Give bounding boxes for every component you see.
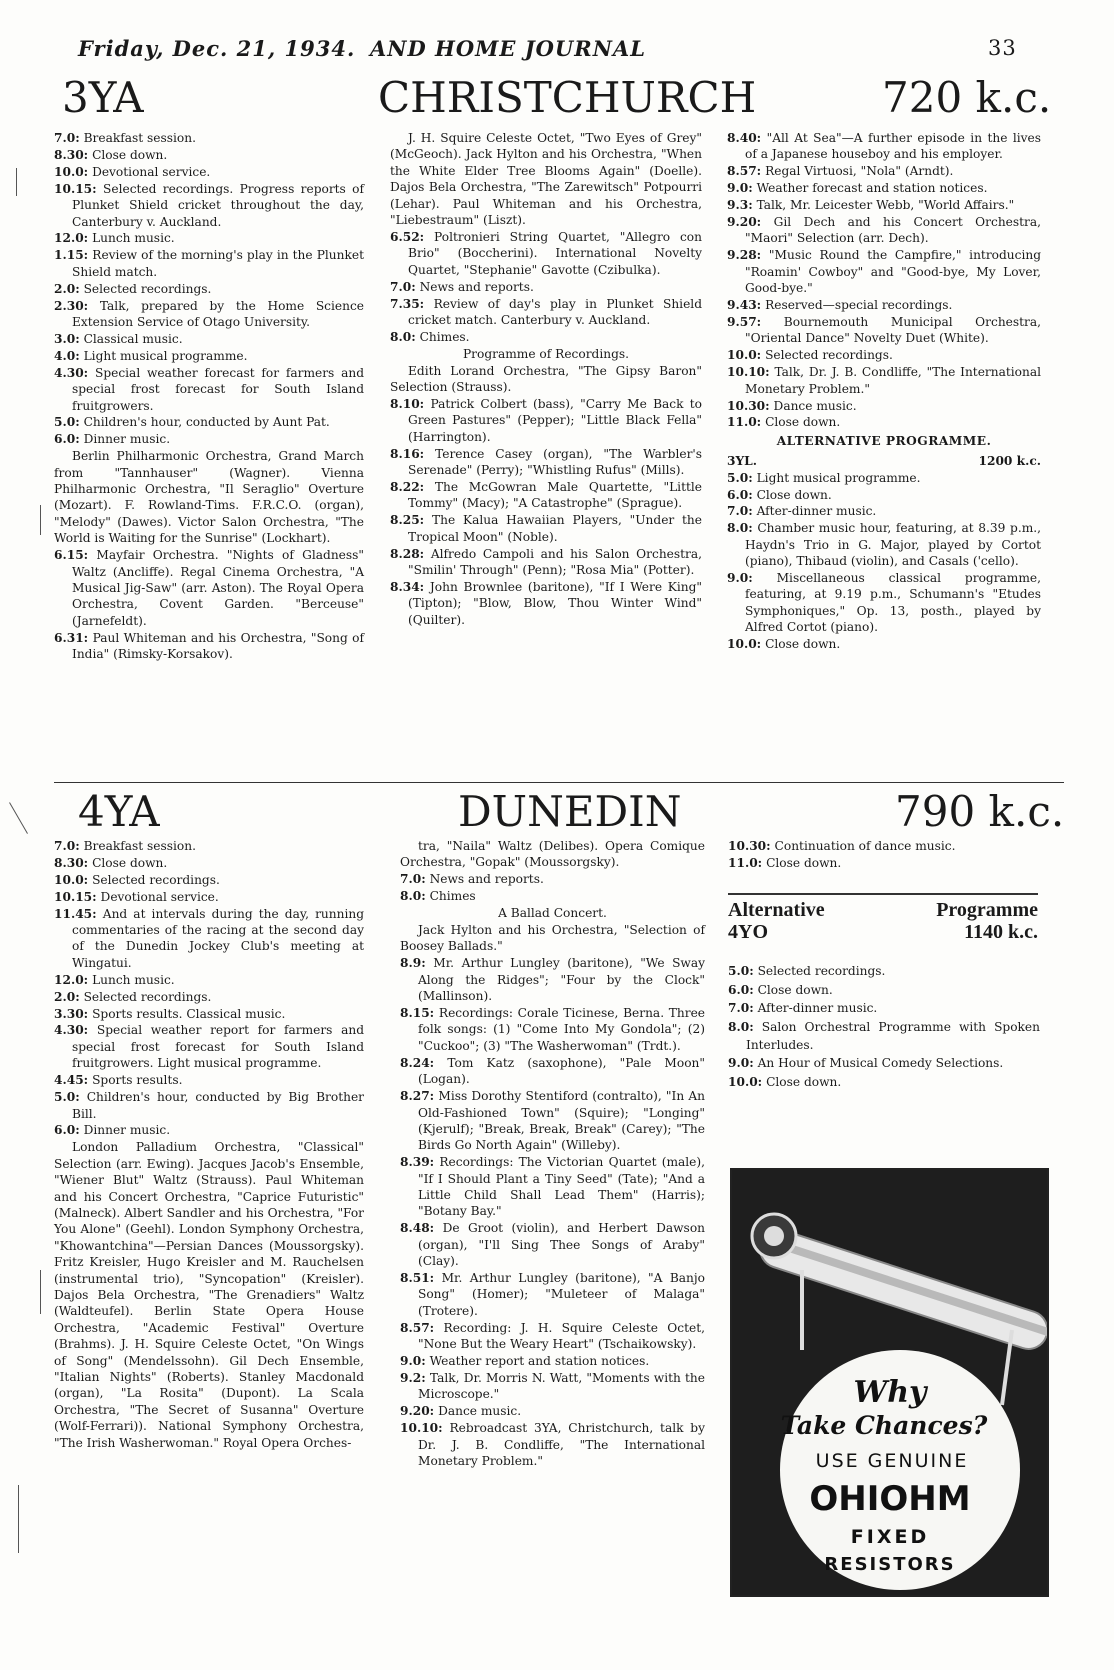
programme-column-3 <box>727 130 1041 653</box>
programme-time: 11.45: <box>54 906 97 921</box>
programme-time: 8.30: <box>54 855 89 870</box>
programme-text: Patrick Colbert (bass), "Carry Me Back to Green Pastures" (Pepper); "Little Black Fella" (Harrington). <box>408 397 702 444</box>
programme-text: Breakfast session. <box>83 131 196 145</box>
programme-text: Programme of Recordings. <box>462 346 630 361</box>
programme-text: "All At Sea"—A further episode in the lives of a Japanese houseboy and his employer. <box>745 131 1041 162</box>
programme-time: 10.0: <box>727 348 762 363</box>
programme-entry <box>728 962 1040 980</box>
programme-time: 4.0: <box>54 348 80 363</box>
programme-time: 6.52: <box>390 229 425 244</box>
programme-entry <box>390 279 702 295</box>
programme-text: John Brownlee (baritone), "If I Were King" (Tipton); "Blow, Blow, Thou Winter Wind" (Quilter). <box>408 579 702 627</box>
programme-column-2 <box>390 130 702 629</box>
programme-entry <box>54 147 364 163</box>
programme-entry <box>728 981 1040 999</box>
programme-text: Close down. <box>92 147 168 162</box>
station-city: CHRISTCHURCH <box>378 73 757 122</box>
station-city: DUNEDIN <box>458 787 682 836</box>
programme-text: Jack Hylton and his Orchestra, "Selection of Boosey Ballads." <box>400 923 705 954</box>
programme-text: Close down. <box>756 487 832 502</box>
programme-entry <box>390 546 702 579</box>
alternative-heading: ALTERNATIVE PROGRAMME. <box>776 433 992 448</box>
programme-text: Mr. Arthur Lungley (baritone), "A Banjo Song" (Homer); "Muleteer of Malaga" (Trotere). <box>418 1271 706 1318</box>
programme-entry <box>727 364 1041 397</box>
programme-time: 8.25: <box>390 513 425 528</box>
programme-entry <box>727 163 1041 179</box>
programme-entry <box>390 296 702 329</box>
programme-text: Recordings: Corale Ticinese, Berna. Three folk songs: (1) "Come Into My Gondola"; (2) "Cuckoo"; (3) "The Washerwoman" (Trdt.). <box>418 1006 705 1053</box>
programme-text: And at intervals during the day, running commentaries of the racing at the second day of the Dunedin Jockey Club's meeting at Wingatui. <box>72 906 364 970</box>
programme-text: Weather forecast and station notices. <box>756 181 988 196</box>
programme-time: 10.30: <box>727 398 770 413</box>
programme-time: 5.0: <box>728 964 754 978</box>
programme-entry <box>390 329 702 345</box>
programme-time: 3.30: <box>54 1006 89 1021</box>
programme-entry <box>54 247 364 280</box>
programme-text: Miss Dorothy Stentiford (contralto), "In An Old-Fashioned Town" (Squire); "Longing" (Kjerulf); "Break, Break, Break" (Carey); "The Birds Go North Again" (Willeby). <box>418 1089 705 1153</box>
programme-text: Light musical programme. <box>83 348 248 363</box>
programme-time: 8.30: <box>54 147 89 162</box>
programme-time: 8.0: <box>390 329 416 344</box>
programme-time: 2.30: <box>54 298 89 313</box>
alternative-box <box>728 893 1038 943</box>
programme-time: 9.20: <box>400 1404 435 1419</box>
programme-entry <box>54 431 364 447</box>
programme-entry <box>400 1270 705 1319</box>
programme-text: Children's hour, conducted by Aunt Pat. <box>83 415 330 430</box>
programme-text: Classical music. <box>83 331 183 346</box>
programme-text: Salon Orchestral Programme with Spoken Interludes. <box>746 1019 1040 1052</box>
programme-time: 10.10: <box>400 1421 443 1436</box>
programme-text: Talk, prepared by the Home Science Extension Service of Otago University. <box>72 298 365 329</box>
programme-entry <box>390 579 702 628</box>
programme-text: Sports results. <box>92 1073 183 1088</box>
programme-text: Dinner music. <box>83 1123 171 1138</box>
programme-time: 10.30: <box>728 839 771 853</box>
programme-time: 5.0: <box>727 470 753 485</box>
advertisement-ohiohm <box>730 1168 1049 1597</box>
programme-time: 9.0: <box>727 181 753 196</box>
programme-time: 4.45: <box>54 1073 89 1088</box>
programme-time: 6.0: <box>727 487 753 502</box>
programme-entry <box>727 503 1041 519</box>
programme-time: 5.0: <box>54 415 80 430</box>
programme-text: Children's hour, conducted by Big Brother Bill. <box>72 1090 364 1121</box>
programme-entry <box>54 889 364 905</box>
programme-column-1 <box>54 838 364 1452</box>
programme-text: Tom Katz (saxophone), "Pale Moon" (Logan). <box>418 1055 706 1087</box>
programme-text: tra, "Naila" Waltz (Delibes). Opera Comique Orchestra, "Gopak" (Moussorgsky). <box>400 839 705 870</box>
programme-text: News and reports. <box>429 872 544 887</box>
programme-text: De Groot (violin), and Herbert Dawson (organ), "I'll Sing Thee Songs of Araby" (Clay). <box>418 1221 706 1269</box>
programme-text: After-dinner music. <box>757 1001 878 1015</box>
programme-entry <box>400 1220 705 1269</box>
programme-entry <box>54 181 364 230</box>
programme-time: 6.15: <box>54 548 89 563</box>
programme-text: Regal Virtuosi, "Nola" (Arndt). <box>765 164 954 179</box>
programme-text: Terence Casey (organ), "The Warbler's Serenade" (Perry); "Whistling Rufus" (Mills). <box>408 446 703 478</box>
programme-time: 12.0: <box>54 972 89 987</box>
programme-time: 8.16: <box>390 446 425 461</box>
programme-time: 10.10: <box>727 365 770 380</box>
station-call: 4YA <box>78 787 160 836</box>
programme-entry <box>728 838 1038 854</box>
programme-time: 8.24: <box>400 1055 435 1070</box>
programme-time: 10.0: <box>727 637 762 652</box>
programme-text: Close down. <box>765 637 841 652</box>
station-call: 3YA <box>62 73 144 122</box>
programme-entry <box>54 838 364 854</box>
programme-text: Miscellaneous classical programme, featuring, at 9.19 p.m., Schumann's "Etudes Symphoniques," Op. 13, posth., played by Alfred Cortot (piano). <box>745 571 1041 635</box>
programme-entry <box>727 520 1041 569</box>
programme-time: 10.0: <box>54 872 89 887</box>
programme-time: 1.15: <box>54 248 89 263</box>
programme-entry <box>400 1370 705 1403</box>
programme-entry <box>727 398 1041 414</box>
programme-entry <box>727 414 1041 430</box>
programme-text: London Palladium Orchestra, "Classical" Selection (arr. Ewing). Jacques Jacob's Ensemble, "Wiener Blut" Waltz (Strauss). Paul Whiteman and his Concert Orchestra, "Caprice Futuristic" (Malneck). Albert Sandler and his Orchestra, "For You Alone" (Geehl). London Symphony Orchestra, "Khowantchina"—Persian Dances (Moussorgsky). Fritz Kreisler, Hugo Kreisler and M. Rauchelsen (instrumental trio), "Syncopation" (Kreisler). Dajos Bela Orchestra, "The Grenadiers" Waltz (Waldteufel). Berlin State Opera House Orchestra, "Academic Festival" Overture (Brahms). J. H. Squire Celeste Octet, "On Wings of Song" (Mendelssohn). Gil Dech Ensemble, "Italian Nights" (Roberts). Stanley Macdonald (organ), "La Rosita" (Dupont). La Scala Orchestra, "The Secret of Susanna" Overture (Wolf-Ferrari)). National Symphony Orchestra, "The Irish Washerwoman." Royal Opera Orches- <box>54 1140 364 1450</box>
programme-text: Sports results. Classical music. <box>92 1006 286 1021</box>
journal-name: AND HOME JOURNAL <box>370 36 646 61</box>
station-frequency: 720 k.c. <box>882 73 1052 122</box>
programme-time: 9.28: <box>727 248 762 263</box>
programme-time: 7.0: <box>727 504 753 519</box>
margin-mark <box>40 505 41 535</box>
programme-text: J. H. Squire Celeste Octet, "Two Eyes of Grey" (McGeoch). Jack Hylton and his Orchestra, "When the White Elder Tree Blooms Again" (Doelle). Dajos Bela Orchestra, "The Zarewitsch" Potpourri (Lehar). Paul Whiteman and his Orchestra, "Liebestraum" (Liszt). <box>390 131 702 228</box>
programme-entry <box>727 247 1041 296</box>
programme-entry <box>727 487 1041 503</box>
programme-entry <box>727 130 1041 163</box>
programme-entry <box>727 570 1041 636</box>
page-number: 33 <box>988 36 1017 60</box>
programme-text: Selected recordings. <box>765 348 893 363</box>
programme-entry <box>54 130 364 146</box>
programme-time: 7.0: <box>728 1001 754 1015</box>
programme-text: Selected recordings. <box>92 872 220 887</box>
programme-time: 10.0: <box>54 164 89 179</box>
programme-text: Devotional service. <box>100 889 219 904</box>
programme-text: Recordings: The Victorian Quartet (male), "If I Should Plant a Tiny Seed" (Tate); "And a Little Child Shall Lead Them" (Harris); "Botany Bay." <box>418 1155 706 1219</box>
programme-text: Talk, Mr. Leicester Webb, "World Affairs." <box>756 198 1015 213</box>
programme-text: Close down. <box>766 1074 842 1089</box>
programme-entry <box>54 872 364 888</box>
programme-text: Berlin Philharmonic Orchestra, Grand March from "Tannhauser" (Wagner). Vienna Philharmonic Orchestra, "Il Seraglio" Overture (Mozart). F. Rowland-Tims. F.R.C.O. (organ), "Melody" (Dawes). Victor Salon Orchestra, "The World is Waiting for the Sunrise" (Lockhart). <box>54 449 364 546</box>
programme-entry <box>54 1139 364 1451</box>
programme-text: "Music Round the Campfire," introducing "Roamin' Cowboy" and "Good-bye, My Lover, Good-bye." <box>745 248 1042 296</box>
programme-text: Alfredo Campoli and his Salon Orchestra, "Smilin' Through" (Penn); "Rosa Mia" (Potter). <box>408 546 702 578</box>
programme-text: Selected recordings. Progress reports of Plunket Shield cricket throughout the day, Canterbury v. Auckland. <box>72 181 364 229</box>
programme-text: Close down. <box>766 855 842 870</box>
programme-time: 3.0: <box>54 331 80 346</box>
programme-time: 10.15: <box>54 181 97 196</box>
programme-text: News and reports. <box>419 279 534 294</box>
programme-entry <box>727 197 1041 213</box>
programme-time: 9.2: <box>400 1371 426 1385</box>
programme-entry <box>400 1420 705 1469</box>
programme-time: 9.0: <box>400 1354 426 1369</box>
programme-text: Lunch music. <box>92 972 175 987</box>
alt-station-frequency: 1200 k.c. <box>978 454 1041 469</box>
alternative-heading <box>728 899 1038 921</box>
programme-entry <box>400 1353 705 1369</box>
ad-line-take-chances: Take Chances? <box>780 1411 988 1440</box>
programme-entry <box>54 164 364 180</box>
programme-time: 8.57: <box>727 164 762 179</box>
programme-text: Gil Dech and his Concert Orchestra, "Maori" Selection (arr. Dech). <box>745 215 1042 246</box>
programme-entry <box>54 298 364 331</box>
programme-entry <box>54 547 364 629</box>
programme-text: Close down. <box>92 855 168 870</box>
programme-time: 9.0: <box>727 571 753 586</box>
alternative-station <box>727 453 1041 469</box>
programme-time: 9.20: <box>727 215 762 230</box>
alt-word-2: Programme <box>936 899 1038 921</box>
programme-entry <box>727 214 1041 247</box>
programme-entry <box>727 180 1041 196</box>
programme-entry <box>400 1154 705 1220</box>
programme-entry <box>727 297 1041 313</box>
programme-text: Chamber music hour, featuring, at 8.39 p.m., Haydn's Trio in G. Major, played by Cortot (piano), Thibaud (violin), and Casals ('cello). <box>745 521 1041 569</box>
programme-entry <box>727 470 1041 486</box>
programme-entry <box>54 855 364 871</box>
programme-text: Review of day's play in Plunket Shield cricket match. Canterbury v. Auckland. <box>408 296 702 327</box>
programme-text: Rebroadcast 3YA, Christchurch, talk by Dr. J. B. Condliffe, "The International Monetary Problem." <box>418 1421 705 1469</box>
programme-time: 8.28: <box>390 546 425 561</box>
programme-entry <box>54 989 364 1005</box>
programme-time: 7.0: <box>54 839 80 853</box>
margin-mark <box>9 802 28 834</box>
programme-time: 4.30: <box>54 365 89 380</box>
programme-text: Chimes. <box>419 329 470 344</box>
programme-text: Review of the morning's play in the Plunket Shield match. <box>72 248 364 279</box>
programme-column-3 <box>728 838 1038 872</box>
programme-time: 8.39: <box>400 1155 435 1170</box>
programme-entry <box>400 905 705 921</box>
programme-text: Bournemouth Municipal Orchestra, "Oriental Dance" Novelty Duet (White). <box>745 314 1042 346</box>
programme-text: Weather report and station notices. <box>429 1354 650 1369</box>
programme-text: Reserved—special recordings. <box>765 298 953 313</box>
programme-time: 8.15: <box>400 1006 435 1021</box>
programme-column-2 <box>400 838 705 1470</box>
alternative-station <box>728 921 1038 943</box>
programme-text: The Kalua Hawaiian Players, "Under the Tropical Moon" (Noble). <box>408 513 702 544</box>
programme-text: Selected recordings. <box>83 281 212 296</box>
programme-entry <box>390 363 702 396</box>
alt-station-frequency: 1140 k.c. <box>964 921 1038 943</box>
programme-time: 2.0: <box>54 989 80 1004</box>
programme-entry <box>400 1055 705 1088</box>
programme-entry <box>54 348 364 364</box>
programme-text: Devotional service. <box>92 164 211 179</box>
programme-text: Close down. <box>765 415 841 430</box>
ad-line-use-genuine: USE GENUINE <box>815 1450 969 1472</box>
programme-entry <box>400 838 705 871</box>
programme-time: 9.3: <box>727 198 753 213</box>
programme-entry <box>390 346 702 362</box>
programme-time: 9.57: <box>727 314 762 329</box>
ad-line-why: Why <box>853 1375 927 1410</box>
station-frequency: 790 k.c. <box>895 787 1065 836</box>
programme-text: Close down. <box>757 982 833 997</box>
programme-entry <box>728 855 1038 871</box>
programme-entry <box>390 396 702 445</box>
programme-entry <box>54 365 364 414</box>
programme-entry <box>54 630 364 663</box>
programme-entry <box>400 1005 705 1054</box>
ad-line-fixed: FIXED <box>850 1526 930 1548</box>
programme-text: Edith Lorand Orchestra, "The Gipsy Baron" Selection (Strauss). <box>390 363 702 395</box>
programme-text: Dance music. <box>773 398 857 413</box>
programme-entry <box>728 1054 1040 1072</box>
programme-entry <box>400 871 705 887</box>
programme-text: After-dinner music. <box>756 504 877 519</box>
programme-time: 7.0: <box>54 131 80 145</box>
programme-time: 8.22: <box>390 480 425 495</box>
programme-time: 8.48: <box>400 1221 435 1236</box>
programme-entry <box>400 888 705 904</box>
programme-entry <box>54 281 364 297</box>
programme-text: Dance music. <box>438 1404 522 1419</box>
programme-entry <box>390 130 702 228</box>
programme-entry <box>400 955 705 1004</box>
programme-entry <box>727 347 1041 363</box>
programme-time: 7.0: <box>400 872 426 887</box>
programme-time: 9.0: <box>728 1056 754 1070</box>
issue-date: Friday, Dec. 21, 1934. <box>78 36 356 61</box>
programme-entry <box>54 414 364 430</box>
programme-time: 9.43: <box>727 298 762 313</box>
programme-time: 12.0: <box>54 231 89 246</box>
programme-text: Paul Whiteman and his Orchestra, "Song of India" (Rimsky-Korsakov). <box>72 630 365 662</box>
margin-mark <box>40 1270 41 1314</box>
programme-time: 8.10: <box>390 397 425 411</box>
section-divider <box>54 782 1064 783</box>
alternative-list <box>728 962 1040 1091</box>
programme-text: Selected recordings. <box>83 989 212 1004</box>
programme-text: Mr. Arthur Lungley (baritone), "We Sway Along the Ridges"; "Four by the Clock" (Mallinson). <box>418 956 705 1004</box>
programme-entry <box>54 1089 364 1122</box>
programme-entry <box>54 230 364 246</box>
programme-entry <box>54 1122 364 1138</box>
programme-time: 8.57: <box>400 1320 435 1335</box>
alt-word-1: Alternative <box>728 899 825 921</box>
programme-entry <box>727 314 1041 347</box>
programme-time: 5.0: <box>54 1090 80 1105</box>
programme-text: An Hour of Musical Comedy Selections. <box>757 1056 1004 1070</box>
programme-time: 6.0: <box>728 982 754 997</box>
programme-text: Talk, Dr. Morris N. Watt, "Moments with the Microscope." <box>418 1371 705 1402</box>
programme-entry <box>728 999 1040 1017</box>
programme-text: Special weather forecast for farmers and special frost forecast for South Island fruitgrowers. <box>72 365 364 413</box>
programme-entry <box>54 1006 364 1022</box>
programme-text: Talk, Dr. J. B. Condliffe, "The International Monetary Problem." <box>745 365 1041 396</box>
programme-text: Special weather report for farmers and special frost forecast for South Island fruitgrowers. Light musical programme. <box>72 1023 364 1071</box>
programme-entry <box>54 972 364 988</box>
programme-entry <box>400 922 705 955</box>
programme-text: Lunch music. <box>92 231 175 246</box>
programme-entry <box>400 1320 705 1353</box>
programme-column-1 <box>54 130 364 663</box>
programme-text: Continuation of dance music. <box>774 839 956 853</box>
programme-time: 6.31: <box>54 630 89 645</box>
programme-entry <box>400 1088 705 1154</box>
programme-time: 7.0: <box>390 279 416 294</box>
programme-time: 6.0: <box>54 1123 80 1138</box>
programme-entry <box>54 906 364 972</box>
programme-entry <box>54 1072 364 1088</box>
ad-brand: OHIOHM <box>809 1479 971 1519</box>
alt-station-call: 4YO <box>728 921 768 943</box>
programme-text: Selected recordings. <box>757 964 886 978</box>
programme-entry <box>390 446 702 479</box>
programme-time: 8.9: <box>400 956 426 971</box>
programme-text: The McGowran Male Quartette, "Little Tommy" (Macy); "A Catastrophe" (Sprague). <box>408 480 702 511</box>
programme-text: Poltronieri String Quartet, "Allegro con Brio" (Boccherini). International Novelty Quartet, "Stephanie" Gavotte (Czibulka). <box>408 229 702 277</box>
programme-list <box>727 130 1041 431</box>
programme-time: 8.51: <box>400 1271 435 1286</box>
programme-time: 11.0: <box>728 855 763 870</box>
programme-entry <box>54 331 364 347</box>
alternative-list <box>727 470 1041 653</box>
programme-time: 8.0: <box>400 889 426 904</box>
programme-text: A Ballad Concert. <box>498 906 607 921</box>
programme-entry <box>54 1022 364 1071</box>
programme-entry <box>727 636 1041 652</box>
programme-time: 7.35: <box>390 296 425 311</box>
programme-time: 10.15: <box>54 889 97 904</box>
programme-text: Light musical programme. <box>756 470 921 485</box>
programme-time: 8.27: <box>400 1089 435 1104</box>
programme-entry <box>54 448 364 546</box>
programme-time: 2.0: <box>54 281 80 296</box>
programme-time: 11.0: <box>727 415 762 430</box>
programme-entry <box>400 1403 705 1419</box>
programme-text: Dinner music. <box>83 432 171 447</box>
programme-entry <box>728 1073 1040 1091</box>
programme-time: 10.0: <box>728 1074 763 1089</box>
programme-text: Breakfast session. <box>83 839 196 853</box>
margin-mark <box>16 168 17 196</box>
programme-text: Mayfair Orchestra. "Nights of Gladness" Waltz (Ancliffe). Regal Cinema Orchestra, "A Musical Jig-Saw" (arr. Aston). The Royal Opera Orchestra, Covent Garden. "Berceuse" (Jarnefeldt). <box>72 548 364 628</box>
programme-time: 8.0: <box>727 521 753 536</box>
programme-time: 4.30: <box>54 1023 89 1038</box>
programme-time: 8.34: <box>390 579 425 594</box>
programme-text: Recording: J. H. Squire Celeste Octet, "None But the Weary Heart" (Tschaikowsky). <box>418 1320 706 1352</box>
programme-entry <box>390 512 702 545</box>
programme-entry <box>390 479 702 512</box>
programme-text: Chimes <box>429 889 476 904</box>
margin-mark <box>18 1485 19 1553</box>
programme-time: 8.40: <box>727 131 762 145</box>
programme-time: 6.0: <box>54 432 80 447</box>
programme-entry <box>390 229 702 278</box>
programme-entry <box>728 1018 1040 1054</box>
ad-line-resistors: RESISTORS <box>824 1554 956 1575</box>
alt-station-call: 3YL. <box>727 454 757 469</box>
programme-time: 8.0: <box>728 1019 754 1034</box>
